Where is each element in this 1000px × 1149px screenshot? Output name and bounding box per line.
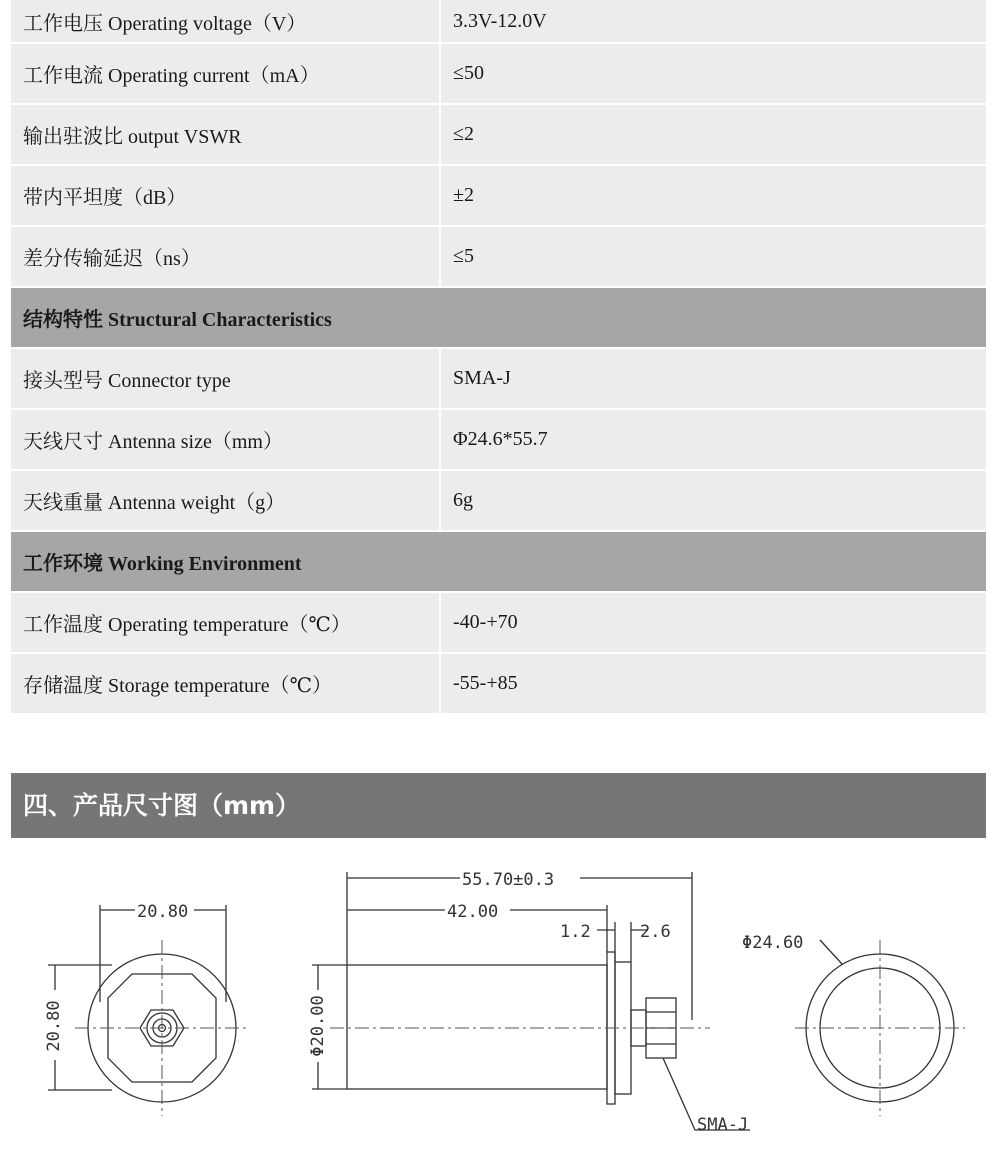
row-value: SMA-J — [440, 348, 986, 409]
rear-diameter: Φ24.60 — [742, 933, 804, 953]
row-value: ≤5 — [440, 226, 986, 287]
row-label: 接头型号 Connector type — [11, 348, 440, 409]
row-label: 天线重量 Antenna weight（g） — [11, 470, 440, 531]
front-view — [48, 905, 236, 1102]
table-row — [11, 348, 986, 409]
row-value: Φ24.6*55.7 — [440, 409, 986, 470]
front-height-dim: 20.80 — [44, 1000, 64, 1052]
side-body-length: 42.00 — [447, 902, 499, 922]
table-row — [11, 43, 986, 104]
dimension-drawing — [0, 840, 1000, 1145]
table-row — [11, 165, 986, 226]
side-total-length: 55.70±0.3 — [462, 870, 555, 890]
row-value: ≤50 — [440, 43, 986, 104]
row-label: 工作电压 Operating voltage（V） — [11, 0, 440, 43]
section-header-structural — [11, 287, 986, 348]
table-row — [11, 470, 986, 531]
table-row — [11, 226, 986, 287]
row-label: 差分传输延迟（ns） — [11, 226, 440, 287]
row-value: 6g — [440, 470, 986, 531]
row-value: ±2 — [440, 165, 986, 226]
section-heading: 结构特性 Structural Characteristics — [11, 287, 986, 348]
side-view — [312, 872, 750, 1130]
row-value: ≤2 — [440, 104, 986, 165]
table-row — [11, 653, 986, 714]
row-label: 带内平坦度（dB） — [11, 165, 440, 226]
table-row — [11, 592, 986, 653]
row-label: 工作温度 Operating temperature（℃） — [11, 592, 440, 653]
side-flange-dim-1: 1.2 — [560, 922, 591, 942]
section-header-environment — [11, 531, 986, 592]
section-heading: 工作环境 Working Environment — [11, 531, 986, 592]
row-value: 3.3V-12.0V — [440, 0, 986, 43]
row-label: 天线尺寸 Antenna size（mm） — [11, 409, 440, 470]
row-label: 工作电流 Operating current（mA） — [11, 43, 440, 104]
row-label: 存储温度 Storage temperature（℃） — [11, 653, 440, 714]
row-label: 输出驻波比 output VSWR — [11, 104, 440, 165]
row-value: -40-+70 — [440, 592, 986, 653]
table-row — [11, 409, 986, 470]
dimensions-section-title: 四、产品尺寸图（mm） — [11, 773, 986, 838]
table-row — [11, 0, 986, 43]
table-row — [11, 104, 986, 165]
side-diameter: Φ20.00 — [308, 995, 328, 1057]
spec-table — [11, 0, 986, 715]
front-width-dim: 20.80 — [137, 902, 189, 922]
side-flange-dim-2: 2.6 — [640, 922, 671, 942]
connector-callout: SMA-J — [697, 1115, 749, 1135]
row-value: -55-+85 — [440, 653, 986, 714]
